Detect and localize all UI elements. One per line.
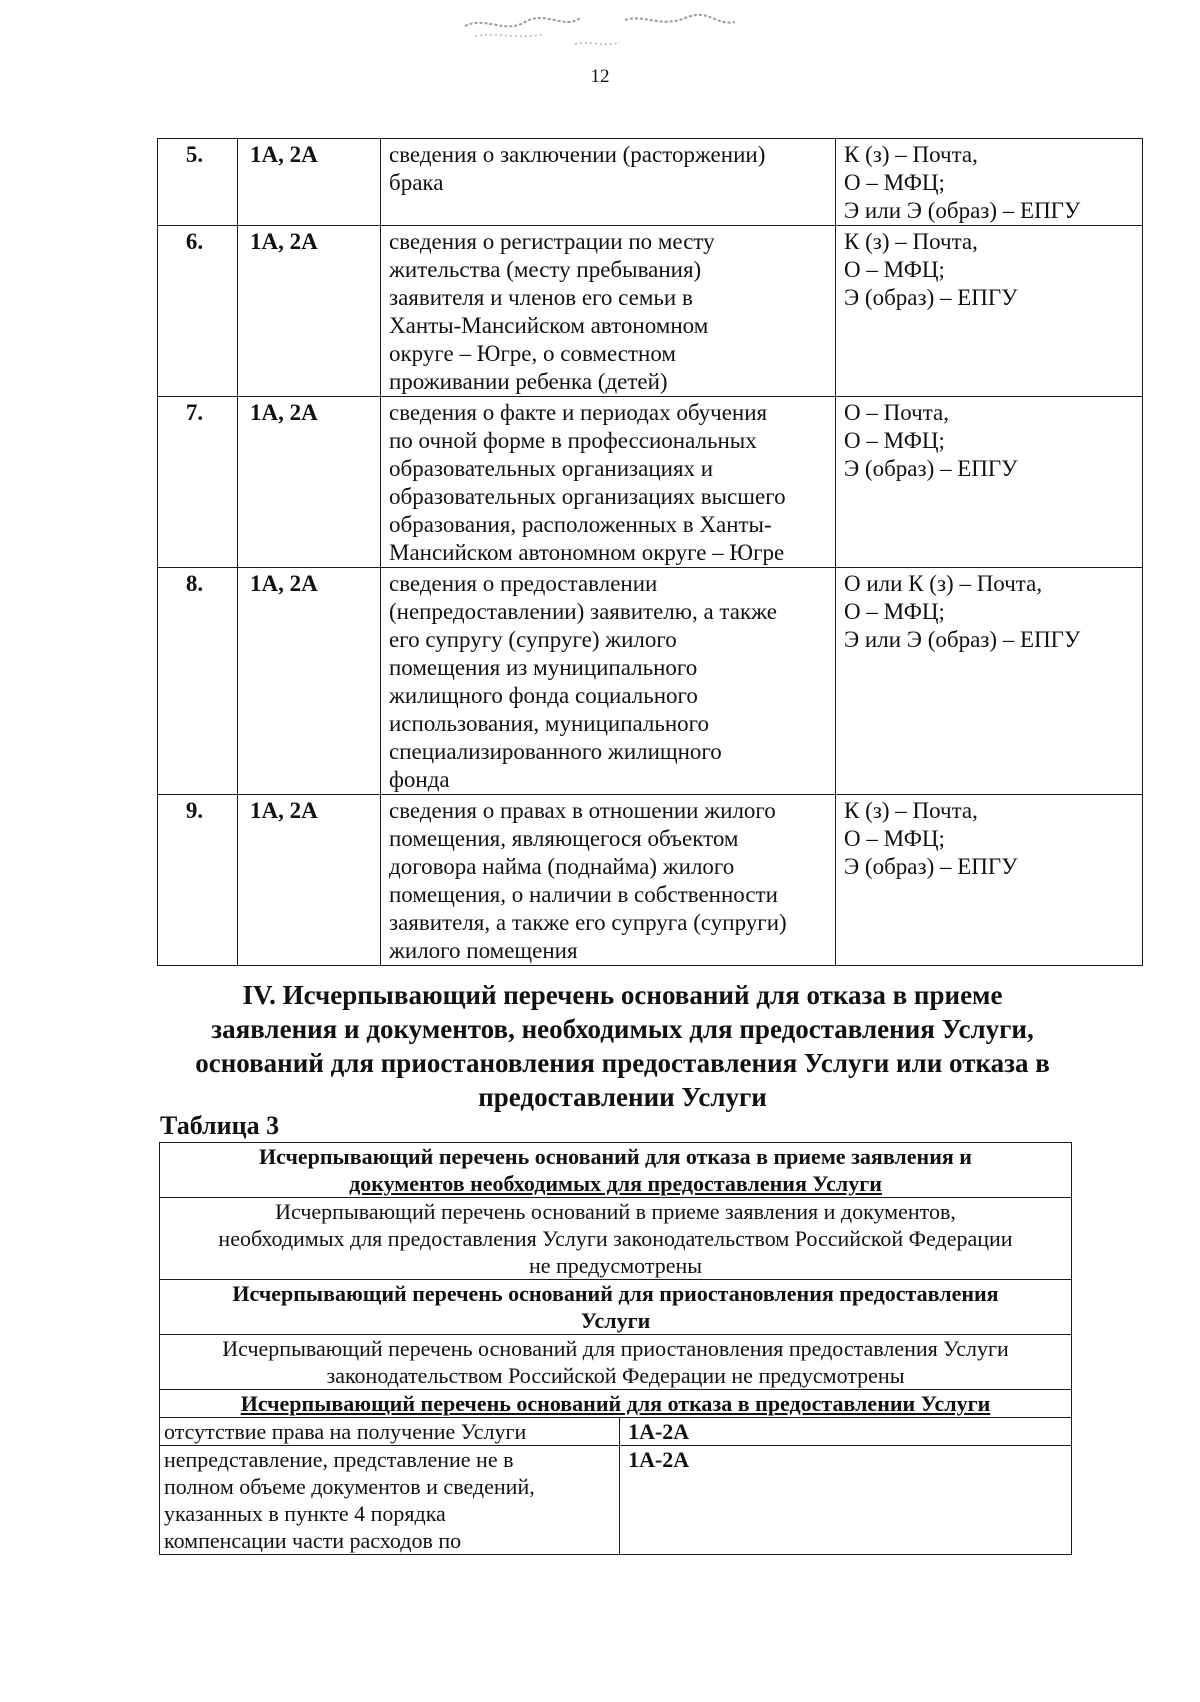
documents-table-body — [158, 139, 1143, 966]
applicant-category: 1А, 2А — [238, 795, 381, 966]
mode-line: Э (образ) – ЕПГУ — [844, 854, 1018, 879]
mode-line: О – МФЦ; — [844, 428, 945, 453]
mode-line: О – МФЦ; — [844, 170, 945, 195]
document-description — [381, 397, 836, 568]
grounds-header-refusal-row — [160, 1390, 1072, 1418]
mode-line: К (з) – Почта, — [844, 229, 978, 254]
section-title-line: оснований для приостановления предоставления Услуги или отказа в — [195, 1048, 1050, 1078]
description-line: сведения о правах в отношении жилого — [389, 798, 776, 823]
document-row — [158, 795, 1143, 966]
text-line: законодательством Российской Федерации не предусмотрены — [326, 1363, 905, 1388]
applicant-category: 1А, 2А — [238, 397, 381, 568]
document-row — [158, 139, 1143, 226]
refusal-row — [160, 1446, 1072, 1555]
grounds-table — [159, 1142, 1072, 1555]
document-description — [381, 226, 836, 397]
reason-line: указанных в пункте 4 порядка — [164, 1501, 446, 1526]
row-number: 5. — [158, 139, 238, 226]
description-line: жилищного фонда социального — [389, 683, 698, 708]
mode-line: О или К (з) – Почта, — [844, 571, 1043, 596]
reason-line: полном объеме документов и сведений, — [164, 1474, 535, 1499]
submission-mode — [836, 795, 1143, 966]
document-row — [158, 397, 1143, 568]
description-line: проживании ребенка (детей) — [389, 369, 668, 394]
reason-line: непредставление, представление не в — [164, 1447, 514, 1472]
description-line: специализированного жилищного — [389, 739, 722, 764]
description-line: Ханты-Мансийском автономном — [389, 313, 709, 338]
document-description — [381, 568, 836, 795]
description-line: округе – Югре, о совместном — [389, 341, 676, 366]
row-number: 6. — [158, 226, 238, 397]
section-title-line: IV. Исчерпывающий перечень оснований для отказа в приеме — [242, 980, 1003, 1010]
text-line: не предусмотрены — [528, 1253, 703, 1278]
document-description — [381, 139, 836, 226]
refusal-code: 1А-2А — [620, 1418, 1072, 1446]
description-line: помещения, о наличии в собственности — [389, 882, 778, 907]
description-line: заявителя, а также его супруга (супруги) — [389, 910, 787, 935]
document-row — [158, 568, 1143, 795]
document-row — [158, 226, 1143, 397]
refusal-reason — [160, 1446, 620, 1555]
row-number: 7. — [158, 397, 238, 568]
mode-line: О – Почта, — [844, 400, 949, 425]
header-line: Исчерпывающий перечень оснований для отказа в приеме заявления и — [259, 1144, 972, 1169]
text-line: Исчерпывающий перечень оснований в приеме заявления и документов, — [275, 1199, 956, 1224]
description-line: сведения о регистрации по месту — [389, 229, 715, 254]
mode-line: Э или Э (образ) – ЕПГУ — [844, 627, 1081, 652]
mode-line: О – МФЦ; — [844, 826, 945, 851]
description-line: его супругу (супруге) жилого — [389, 627, 677, 652]
reason-line: компенсации части расходов по — [164, 1528, 462, 1553]
grounds-text-reception — [160, 1198, 1072, 1280]
documents-table — [157, 138, 1143, 966]
stamp-mark — [455, 4, 755, 54]
grounds-text-reception-row — [160, 1198, 1072, 1280]
submission-mode — [836, 139, 1143, 226]
header-line: Услуги — [580, 1308, 651, 1333]
text-line: необходимых для предоставления Услуги законодательством Российской Федерации — [218, 1226, 1013, 1251]
mode-line: Э (образ) – ЕПГУ — [844, 285, 1018, 310]
description-line: образовательных организациях высшего — [389, 484, 786, 509]
grounds-header-suspension-row — [160, 1280, 1072, 1335]
refusal-row — [160, 1418, 1072, 1446]
reason-line: отсутствие права на получение Услуги — [164, 1419, 527, 1444]
description-line: Мансийском автономном округе – Югре — [389, 540, 785, 565]
grounds-header-suspension — [160, 1280, 1072, 1335]
row-number: 9. — [158, 795, 238, 966]
description-line: образования, расположенных в Ханты- — [389, 512, 772, 537]
section-title — [155, 978, 1090, 1114]
page-number: 12 — [590, 66, 610, 87]
description-line: помещения, являющегося объектом — [389, 826, 739, 851]
applicant-category: 1А, 2А — [238, 139, 381, 226]
refusal-code: 1А-2А — [620, 1446, 1072, 1555]
grounds-text-suspension — [160, 1335, 1072, 1390]
grounds-text-suspension-row — [160, 1335, 1072, 1390]
text-line: Исчерпывающий перечень оснований для приостановления предоставления Услуги — [222, 1336, 1009, 1361]
grounds-header-reception — [160, 1143, 1072, 1198]
grounds-header-refusal: Исчерпывающий перечень оснований для отказа в предоставлении Услуги — [160, 1390, 1072, 1418]
mode-line: О – МФЦ; — [844, 257, 945, 282]
applicant-category: 1А, 2А — [238, 226, 381, 397]
applicant-category: 1А, 2А — [238, 568, 381, 795]
mode-line: О – МФЦ; — [844, 599, 945, 624]
description-line: сведения о предоставлении — [389, 571, 658, 596]
mode-line: Э или Э (образ) – ЕПГУ — [844, 198, 1081, 223]
mode-line: Э (образ) – ЕПГУ — [844, 456, 1018, 481]
description-line: договора найма (поднайма) жилого — [389, 854, 735, 879]
description-line: сведения о факте и периодах обучения — [389, 400, 768, 425]
section-title-line: заявления и документов, необходимых для предоставления Услуги, — [211, 1014, 1034, 1044]
grounds-header-reception-row — [160, 1143, 1072, 1198]
header-line: Исчерпывающий перечень оснований для приостановления предоставления — [232, 1281, 999, 1306]
description-line: сведения о заключении (расторжении) — [389, 142, 766, 167]
header-line: документов необходимых для предоставления Услуги — [349, 1171, 882, 1196]
table-caption: Таблица 3 — [160, 1111, 280, 1140]
mode-line: К (з) – Почта, — [844, 142, 978, 167]
description-line: помещения из муниципального — [389, 655, 698, 680]
description-line: образовательных организациях и — [389, 456, 714, 481]
description-line: фонда — [389, 767, 450, 792]
description-line: (непредоставлении) заявителю, а также — [389, 599, 777, 624]
description-line: по очной форме в профессиональных — [389, 428, 757, 453]
description-line: использования, муниципального — [389, 711, 710, 736]
document-description — [381, 795, 836, 966]
description-line: жилого помещения — [389, 938, 578, 963]
mode-line: К (з) – Почта, — [844, 798, 978, 823]
row-number: 8. — [158, 568, 238, 795]
submission-mode — [836, 397, 1143, 568]
submission-mode — [836, 568, 1143, 795]
description-line: заявителя и членов его семьи в — [389, 285, 693, 310]
submission-mode — [836, 226, 1143, 397]
description-line: жительства (месту пребывания) — [389, 257, 702, 282]
section-title-line: предоставлении Услуги — [478, 1082, 767, 1112]
description-line: брака — [389, 170, 444, 195]
refusal-reason — [160, 1418, 620, 1446]
